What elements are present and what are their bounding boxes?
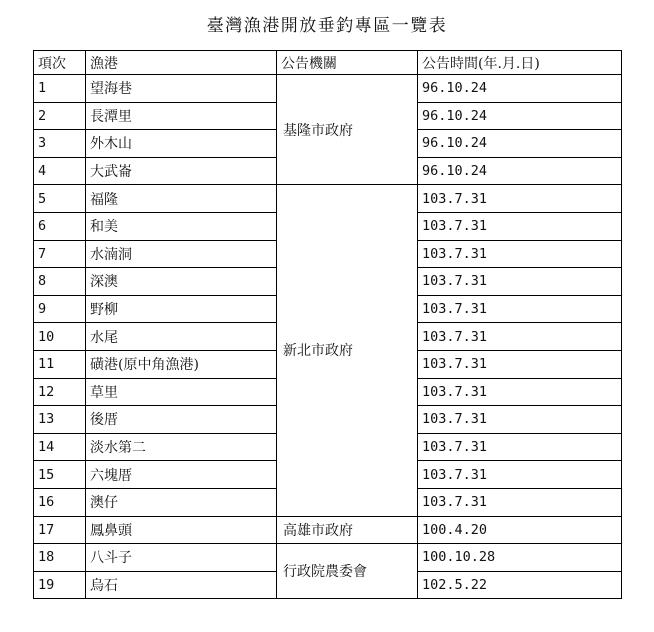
item-number: 7	[34, 240, 86, 268]
agency-name: 高雄市政府	[277, 516, 418, 544]
port-name: 水湳洞	[86, 240, 277, 268]
item-number: 6	[34, 212, 86, 240]
item-number: 11	[34, 350, 86, 378]
table-row	[34, 544, 622, 572]
header-port: 漁港	[86, 51, 277, 75]
announcement-date: 103.7.31	[418, 212, 622, 240]
announcement-date: 103.7.31	[418, 295, 622, 323]
agency-name: 基隆市政府	[277, 75, 418, 185]
port-name: 望海巷	[86, 75, 277, 103]
announcement-date: 103.7.31	[418, 240, 622, 268]
fishing-ports-table	[33, 50, 622, 599]
item-number: 1	[34, 75, 86, 103]
page-title: 臺灣漁港開放垂釣專區一覽表	[206, 16, 448, 36]
announcement-date: 103.7.31	[418, 323, 622, 351]
header-item-no: 項次	[34, 51, 86, 75]
port-name: 後厝	[86, 406, 277, 434]
item-number: 16	[34, 488, 86, 516]
agency-name: 新北市政府	[277, 185, 418, 516]
header-date: 公告時間(年.月.日)	[418, 51, 622, 75]
item-number: 12	[34, 378, 86, 406]
item-number: 14	[34, 433, 86, 461]
announcement-date: 103.7.31	[418, 378, 622, 406]
port-name: 烏石	[86, 571, 277, 599]
item-number: 2	[34, 102, 86, 130]
item-number: 5	[34, 185, 86, 213]
port-name: 長潭里	[86, 102, 277, 130]
port-name: 福隆	[86, 185, 277, 213]
table-body	[34, 75, 622, 599]
item-number: 10	[34, 323, 86, 351]
port-name: 深澳	[86, 268, 277, 296]
announcement-date: 103.7.31	[418, 406, 622, 434]
table-row	[34, 185, 622, 213]
header-row	[34, 51, 622, 75]
item-number: 4	[34, 157, 86, 185]
port-name: 水尾	[86, 323, 277, 351]
port-name: 和美	[86, 212, 277, 240]
announcement-date: 103.7.31	[418, 268, 622, 296]
port-name: 磺港(原中角漁港)	[86, 350, 277, 378]
announcement-date: 96.10.24	[418, 130, 622, 158]
port-name: 大武崙	[86, 157, 277, 185]
item-number: 13	[34, 406, 86, 434]
item-number: 15	[34, 461, 86, 489]
port-name: 八斗子	[86, 544, 277, 572]
announcement-date: 102.5.22	[418, 571, 622, 599]
header-agency: 公告機關	[277, 51, 418, 75]
port-name: 外木山	[86, 130, 277, 158]
item-number: 3	[34, 130, 86, 158]
item-number: 9	[34, 295, 86, 323]
port-name: 野柳	[86, 295, 277, 323]
announcement-date: 96.10.24	[418, 102, 622, 130]
agency-name: 行政院農委會	[277, 544, 418, 599]
port-name: 六塊厝	[86, 461, 277, 489]
table-row	[34, 75, 622, 103]
port-name: 草里	[86, 378, 277, 406]
announcement-date: 96.10.24	[418, 75, 622, 103]
announcement-date: 96.10.24	[418, 157, 622, 185]
announcement-date: 100.4.20	[418, 516, 622, 544]
announcement-date: 103.7.31	[418, 350, 622, 378]
item-number: 19	[34, 571, 86, 599]
announcement-date: 103.7.31	[418, 185, 622, 213]
port-name: 澳仔	[86, 488, 277, 516]
item-number: 17	[34, 516, 86, 544]
announcement-date: 103.7.31	[418, 488, 622, 516]
announcement-date: 100.10.28	[418, 544, 622, 572]
port-name: 淡水第二	[86, 433, 277, 461]
announcement-date: 103.7.31	[418, 461, 622, 489]
port-name: 鳳鼻頭	[86, 516, 277, 544]
item-number: 8	[34, 268, 86, 296]
announcement-date: 103.7.31	[418, 433, 622, 461]
table-row	[34, 516, 622, 544]
item-number: 18	[34, 544, 86, 572]
